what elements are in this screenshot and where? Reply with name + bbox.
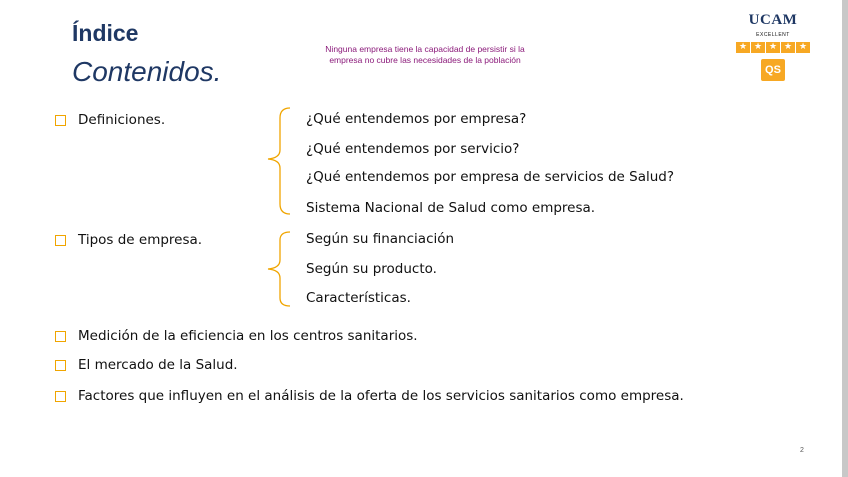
checkbox-bullet-icon bbox=[55, 360, 66, 371]
ucam-logo bbox=[734, 12, 812, 81]
sub-item: Según su financiación bbox=[306, 231, 455, 247]
star-icon: ★ bbox=[781, 42, 795, 53]
sub-item: ¿Qué entendemos por empresa? bbox=[306, 111, 527, 127]
list-item-definiciones bbox=[55, 112, 165, 128]
sub-item: Características. bbox=[306, 290, 411, 306]
logo-badge: EXCELLENT bbox=[756, 32, 790, 38]
list-item-label: Factores que influyen en el análisis de la oferta de los servicios sanitarios como empresa. bbox=[78, 388, 684, 404]
checkbox-bullet-icon bbox=[55, 235, 66, 246]
qs-logo: QS bbox=[761, 59, 785, 81]
rating-stars bbox=[734, 42, 812, 53]
star-icon: ★ bbox=[766, 42, 780, 53]
checkbox-bullet-icon bbox=[55, 115, 66, 126]
quote-line: empresa no cubre las necesidades de la población bbox=[329, 55, 521, 65]
checkbox-bullet-icon bbox=[55, 391, 66, 402]
sub-item: Sistema Nacional de Salud como empresa. bbox=[306, 200, 596, 216]
quote-line: Ninguna empresa tiene la capacidad de persistir si la bbox=[325, 44, 525, 54]
list-item-label: Medición de la eficiencia en los centros sanitarios. bbox=[78, 328, 418, 344]
checkbox-bullet-icon bbox=[55, 331, 66, 342]
sub-item: ¿Qué entendemos por servicio? bbox=[306, 141, 520, 157]
list-item-medicion-eficiencia bbox=[55, 328, 418, 344]
quote-text bbox=[280, 44, 570, 66]
list-item-label: El mercado de la Salud. bbox=[78, 357, 238, 373]
star-icon: ★ bbox=[751, 42, 765, 53]
list-item-tipos-de-empresa bbox=[55, 232, 202, 248]
sub-item: ¿Qué entendemos por empresa de servicios de Salud? bbox=[306, 169, 675, 185]
slide-heading: Índice bbox=[72, 20, 139, 46]
star-icon: ★ bbox=[796, 42, 810, 53]
star-icon: ★ bbox=[736, 42, 750, 53]
page-number: 2 bbox=[800, 447, 804, 454]
curly-brace-icon bbox=[262, 230, 292, 308]
sub-item: Según su producto. bbox=[306, 261, 437, 277]
logo-name: UCAM bbox=[748, 12, 798, 28]
list-item-label: Tipos de empresa. bbox=[78, 232, 203, 248]
slide-subheading: Contenidos. bbox=[72, 56, 222, 87]
curly-brace-icon bbox=[262, 106, 292, 216]
list-item-mercado-salud bbox=[55, 357, 238, 373]
list-item-label: Definiciones. bbox=[78, 112, 166, 128]
list-item-factores bbox=[55, 388, 684, 404]
slide-right-edge bbox=[842, 0, 848, 477]
